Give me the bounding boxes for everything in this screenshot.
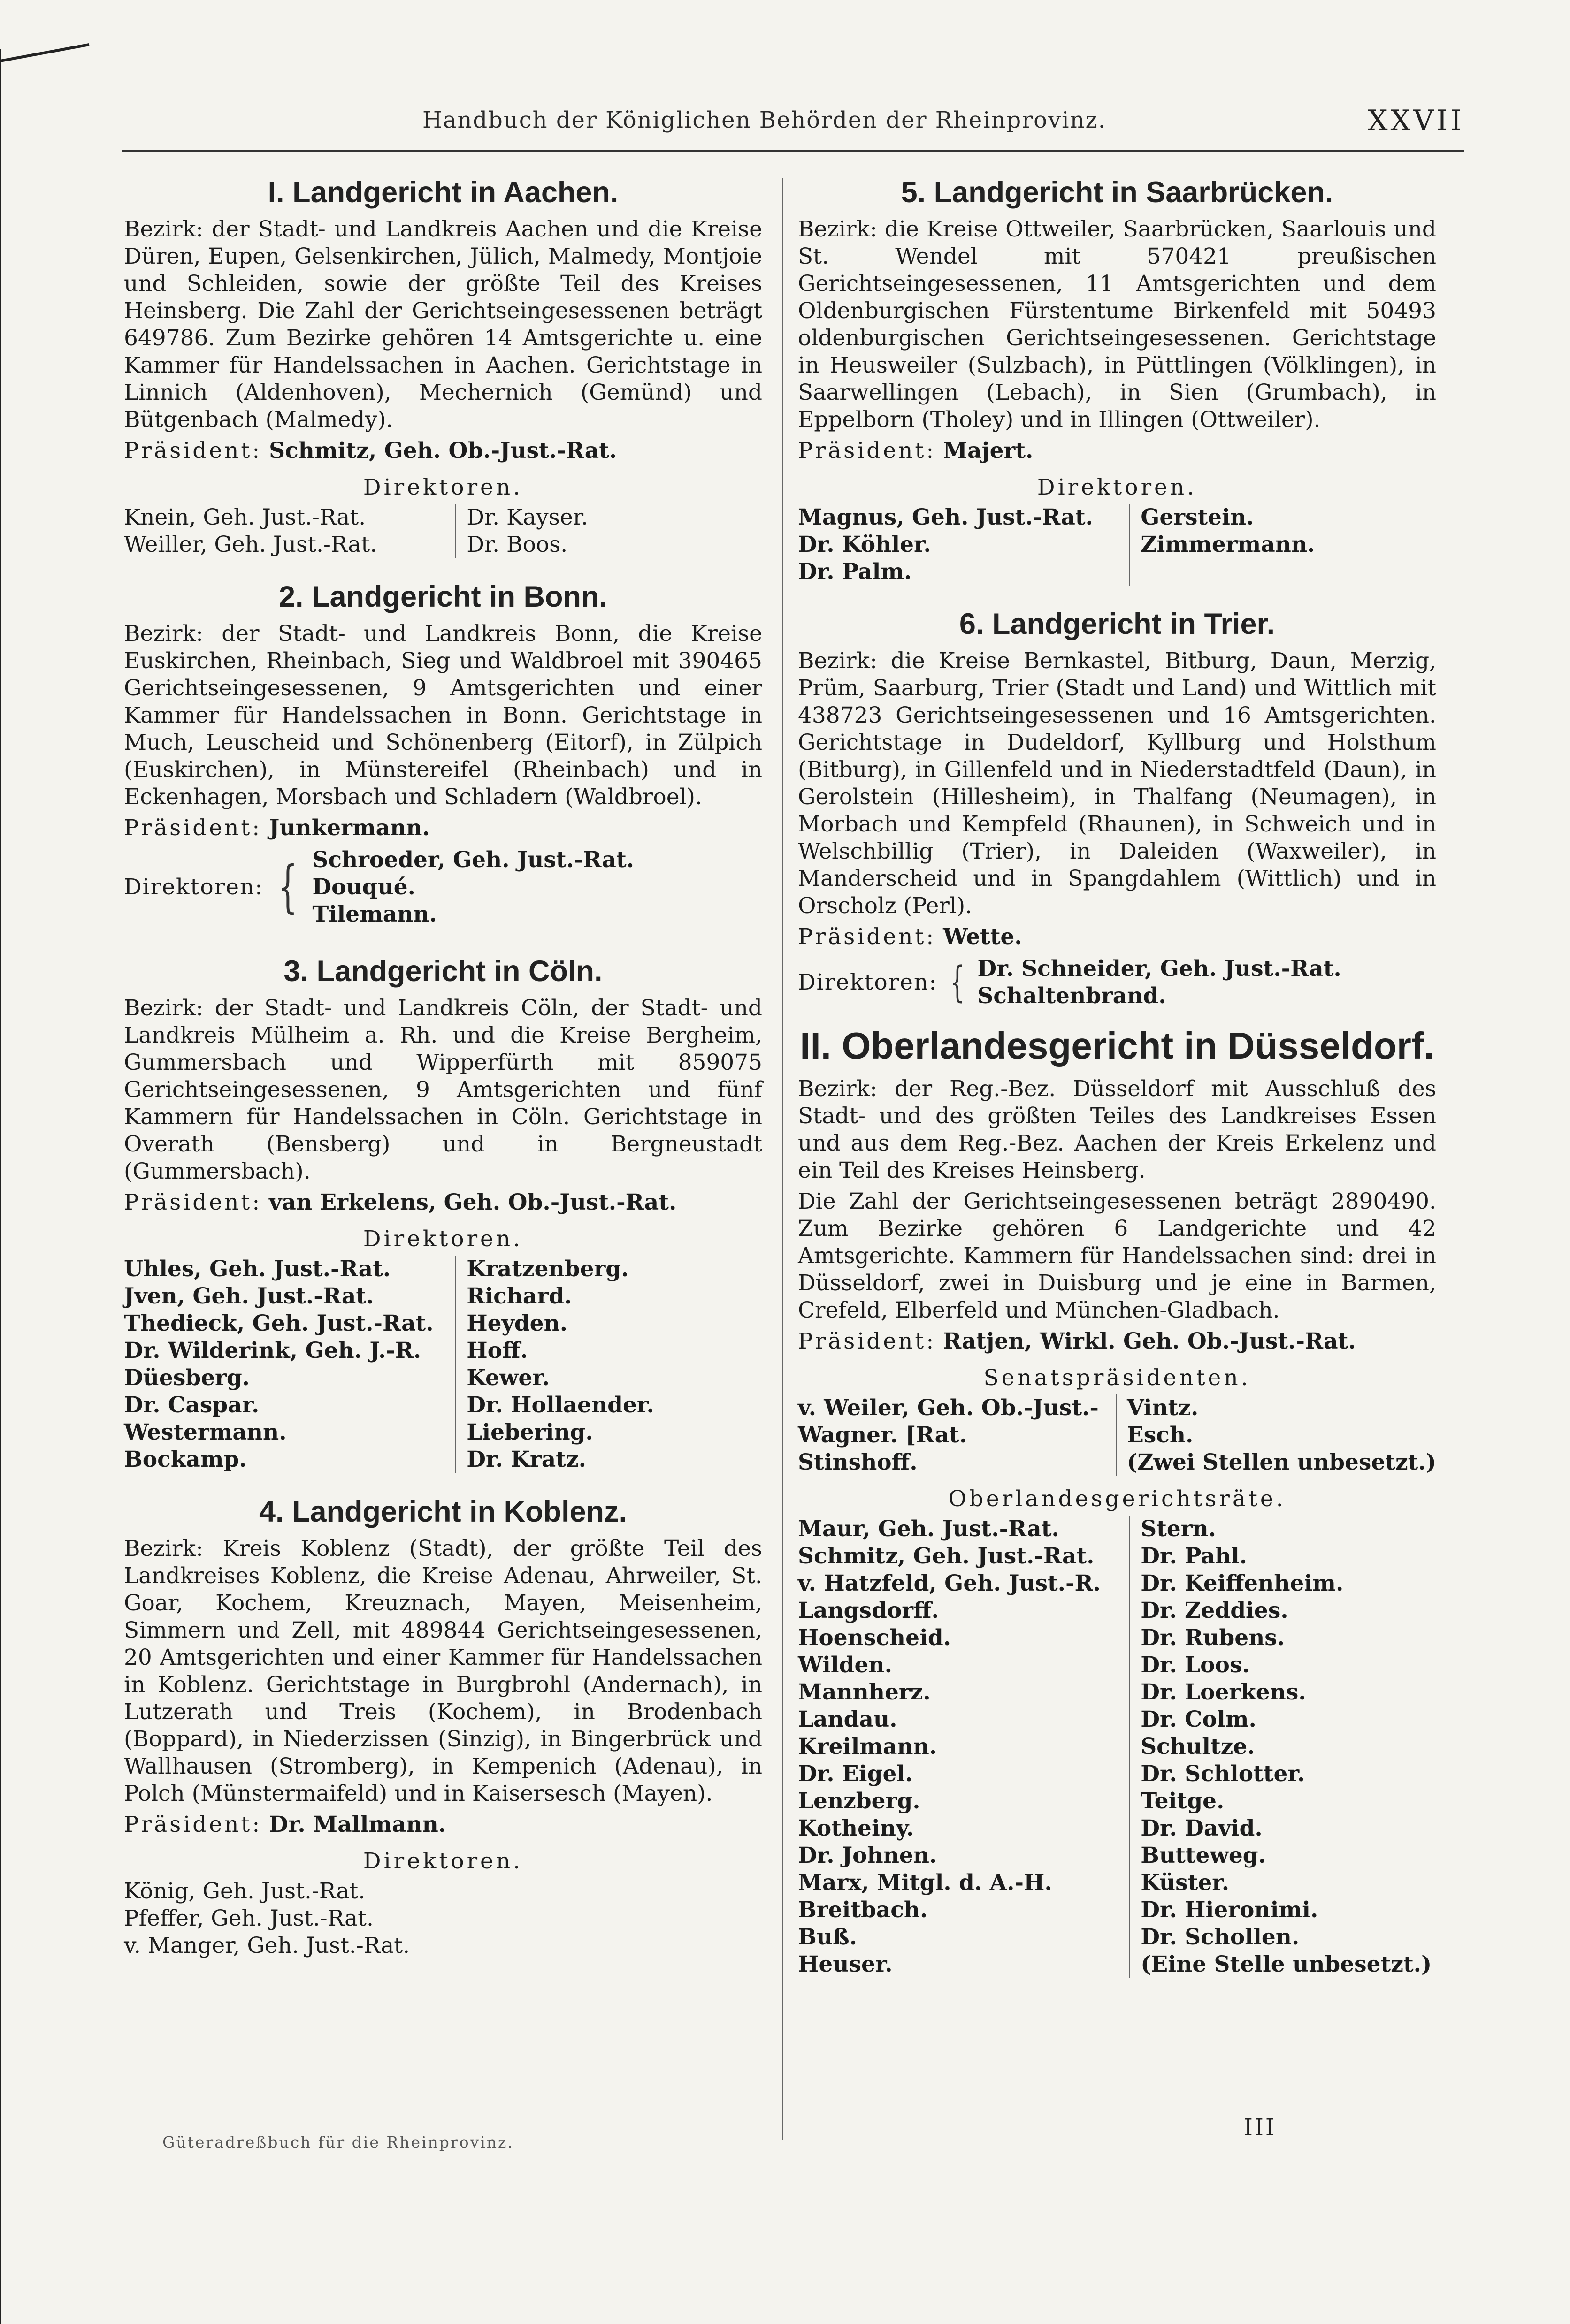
direktoren-heading: Direktoren. (363, 1848, 523, 1874)
section-saarbruecken (798, 174, 1436, 586)
direktoren-heading: Direktoren. (363, 474, 523, 500)
section-body: Bezirk: Kreis Koblenz (Stadt), der größte Teil des Landkreises Koblenz, die Kreise Adenau, Ahrweiler, St. Goar, Kochem, Kreuznach, Mayen, Meisenheim, Simmern und Zell, mit 489844 Gerichtseingesessenen, 20 Amtsgerichten und einer Kammer für Handelssachen in Koblenz. Gerichtstage in Burgbrohl (Andernach), in Lutzerath und Treis (Kochem), in Brodenbach (Boppard), in Niederzissen (Sinzig), in Bingerbrück und Wallhausen (Stromberg), in Kempenich (Adenau), in Polch (Münstermaifeld) und in Kaisersesch (Mayen). (124, 1536, 762, 1806)
table-row: Westermann. Liebering. (124, 1419, 762, 1446)
direktoren-heading: Direktoren. (1037, 474, 1197, 500)
section-olg (798, 1024, 1436, 1978)
table-row: Dr. Johnen. Butteweg. (798, 1842, 1436, 1869)
list-item: Schaltenbrand. (977, 983, 1166, 1009)
section-body: Bezirk: der Reg.-Bez. Düsseldorf mit Ausschluß des Stadt- und des größten Teiles des Landkreises Essen und aus dem Reg.-Bez. Aachen der Kreis Erkelenz und ein Teil des Kreises Heinsberg. (798, 1076, 1436, 1183)
direktoren-list: Direktoren: { Dr. Schneider, Geh. Just.-Rat. Schaltenbrand. (798, 956, 1341, 1009)
section-heading: 4. Landgericht in Koblenz. (259, 1495, 628, 1528)
footnote: Güteradreßbuch für die Rheinprovinz. (162, 2133, 514, 2151)
section-body: Bezirk: der Stadt- und Landkreis Bonn, die Kreise Euskirchen, Rheinbach, Sieg und Waldbroel mit 390465 Gerichtseingesessenen, 9 Amtsgerichten und einer Kammer für Handelssachen in Bonn. Gerichtstage in Much, Leuscheid und Schönenberg (Eitorf), in Zülpich (Euskirchen), in Münstereifel (Rheinbach) und in Eckenhagen, Morsbach und Schladern (Waldbroel). (124, 621, 762, 810)
table-row: Langsdorff. Dr. Zeddies. (798, 1597, 1436, 1624)
table-row: Heuser. (Eine Stelle unbesetzt.) (798, 1951, 1436, 1978)
section-heading: 6. Landgericht in Trier. (959, 608, 1275, 640)
praesident-line: Präsident: Majert. (798, 438, 1034, 464)
table-row: Stinshoff. (Zwei Stellen unbesetzt.) (798, 1449, 1436, 1475)
table-row: Kotheiny. Dr. David. (798, 1815, 1436, 1842)
section-bonn (124, 578, 762, 928)
table-row: Dr. Palm. (798, 558, 1436, 586)
senat-table (798, 1394, 1436, 1476)
table-row: Magnus, Geh. Just.-Rat. Gerstein. (798, 504, 1436, 531)
table-row: v. Hatzfeld, Geh. Just.-R. Dr. Keiffenheim. (798, 1570, 1436, 1597)
praesident-line: Präsident: Dr. Mallmann. (124, 1812, 446, 1837)
list-item: Dr. Schneider, Geh. Just.-Rat. (977, 956, 1341, 982)
table-row: Schmitz, Geh. Just.-Rat. Dr. Pahl. (798, 1543, 1436, 1570)
table-row: Landau. Dr. Colm. (798, 1706, 1436, 1733)
praesident-line: Präsident: Junkermann. (124, 815, 430, 841)
signature-mark: III (1244, 2114, 1276, 2141)
table-row: Wilden. Dr. Loos. (798, 1652, 1436, 1679)
section-heading: II. Oberlandesgericht in Düsseldorf. (800, 1025, 1434, 1067)
section-coeln (124, 952, 762, 1473)
table-row: Lenzberg. Teitge. (798, 1788, 1436, 1815)
table-row: Kreilmann. Schultze. (798, 1733, 1436, 1760)
table-row: Buß. Dr. Schollen. (798, 1924, 1436, 1951)
table-row: v. Weiler, Geh. Ob.-Just.- Vintz. (798, 1394, 1436, 1422)
table-row: Dr. Köhler. Zimmermann. (798, 531, 1436, 558)
section-koblenz (124, 1493, 762, 1959)
list-item: Pfeffer, Geh. Just.-Rat. (124, 1905, 374, 1931)
direktoren-list: Direktoren: { Schroeder, Geh. Just.-Rat. Douqué. Tilemann. (124, 847, 635, 927)
section-trier (798, 605, 1436, 1010)
section-body: Bezirk: die Kreise Ottweiler, Saarbrücken, Saarlouis und St. Wendel mit 570421 preußischen Gerichtseingesessenen, 11 Amtsgerichten und dem Oldenburgischen Fürstentume Birkenfeld mit 50493 oldenburgischen Gerichtseingesessenen. Gerichtstage in Heusweiler (Sulzbach), in Püttlingen (Völklingen), in Saarwellingen (Lebach), in Sien (Grumbach), in Eppelborn (Tholey) und in Illingen (Ottweiler). (798, 216, 1436, 433)
table-row: Hoenscheid. Dr. Rubens. (798, 1624, 1436, 1652)
table-row: Dr. Eigel. Dr. Schlotter. (798, 1760, 1436, 1788)
table-row: Breitbach. Dr. Hieronimi. (798, 1897, 1436, 1924)
header-rule (122, 150, 1464, 152)
direktoren-table (798, 504, 1436, 586)
direktoren-list (124, 1878, 762, 1959)
direktoren-table (124, 1256, 762, 1473)
table-row: Mannherz. Dr. Loerkens. (798, 1679, 1436, 1706)
section-heading: 2. Landgericht in Bonn. (278, 580, 607, 613)
table-row: Uhles, Geh. Just.-Rat. Kratzenberg. (124, 1256, 762, 1283)
table-row: Knein, Geh. Just.-Rat. Dr. Kayser. (124, 504, 762, 531)
table-row: Jven, Geh. Just.-Rat. Richard. (124, 1283, 762, 1310)
left-column (124, 174, 762, 1959)
table-row: Wagner. [Rat. Esch. (798, 1422, 1436, 1449)
table-row: Marx, Mitgl. d. A.-H. Küster. (798, 1869, 1436, 1897)
table-row: Düesberg. Kewer. (124, 1364, 762, 1392)
praesident-line: Präsident: Ratjen, Wirkl. Geh. Ob.-Just.-Rat. (798, 1328, 1356, 1354)
list-item: König, Geh. Just.-Rat. (124, 1878, 366, 1904)
table-row: Maur, Geh. Just.-Rat. Stern. (798, 1516, 1436, 1543)
direktoren-table (124, 504, 762, 558)
table-row: Dr. Caspar. Dr. Hollaender. (124, 1392, 762, 1419)
section-body: Bezirk: der Stadt- und Landkreis Aachen und die Kreise Düren, Eupen, Gelsenkirchen, Jülich, Malmedy, Montjoie und Schleiden, sowie der größte Teil des Kreises Heinsberg. Die Zahl der Gerichtseingesessenen beträgt 649786. Zum Bezirke gehören 14 Amtsgerichte u. eine Kammer für Handelssachen in Aachen. Gerichtstage in Linnich (Aldenhoven), Mechernich (Gemünd) und Bütgenbach (Malmedy). (124, 216, 762, 433)
table-row: Bockamp. Dr. Kratz. (124, 1446, 762, 1473)
direktoren-heading: Direktoren. (363, 1226, 523, 1252)
senat-heading: Senatspräsidenten. (983, 1365, 1251, 1391)
table-row: Thedieck, Geh. Just.-Rat. Heyden. (124, 1310, 762, 1337)
list-item: Tilemann. (312, 901, 437, 927)
section-heading: I. Landgericht in Aachen. (268, 176, 619, 209)
column-divider (782, 178, 783, 2140)
olgr-heading: Oberlandesgerichtsräte. (948, 1486, 1286, 1512)
section-body: Bezirk: die Kreise Bernkastel, Bitburg, Daun, Merzig, Prüm, Saarburg, Trier (Stadt und Land) und Wittlich mit 438723 Gerichtseingesessenen und 16 Amtsgerichten. Gerichtstage in Dudeldorf, Kyllburg und Holsthum (Bitburg), in Gillenfeld und in Niederstadtfeld (Daun), in Gerolstein (Hillesheim), in Thalfang (Neumagen), in Morbach und Kempfeld (Rhaunen), in Schweich und in Welschbillig (Trier), in Daleiden (Waxweiler), in Manderscheid und in Spangdahlem (Wittlich) und in Orscholz (Perl). (798, 648, 1436, 919)
section-aachen (124, 174, 762, 558)
list-item: Schroeder, Geh. Just.-Rat. (312, 847, 635, 873)
praesident-line: Präsident: Wette. (798, 924, 1022, 950)
running-header (122, 104, 1464, 140)
praesident-line: Präsident: Schmitz, Geh. Ob.-Just.-Rat. (124, 438, 617, 464)
olgr-table (798, 1516, 1436, 1978)
table-row: Weiller, Geh. Just.-Rat. Dr. Boos. (124, 531, 762, 558)
table-row: Dr. Wilderink, Geh. J.-R. Hoff. (124, 1337, 762, 1364)
section-heading: 3. Landgericht in Cöln. (283, 955, 603, 988)
section-body: Bezirk: der Stadt- und Landkreis Cöln, der Stadt- und Landkreis Mülheim a. Rh. und die Kreise Bergheim, Gummersbach und Wipperfürth mit 859075 Gerichtseingesessenen, 9 Amtsgerichten und fünf Kammern für Handelssachen in Cöln. Gerichtstage in Overath (Bensberg) und in Bergneustadt (Gummersbach). (124, 995, 762, 1184)
page-number: XXVII (1367, 104, 1464, 137)
list-item: Douqué. (312, 874, 415, 900)
praesident-line: Präsident: van Erkelens, Geh. Ob.-Just.-Rat. (124, 1189, 677, 1215)
list-item: v. Manger, Geh. Just.-Rat. (124, 1933, 410, 1958)
right-column (798, 174, 1436, 1978)
section-body: Die Zahl der Gerichtseingesessenen beträgt 2890490. Zum Bezirke gehören 6 Landgerichte und 42 Amtsgerichte. Kammern für Handelssachen sind: drei in Düsseldorf, zwei in Duisburg und je eine in Barmen, Crefeld, Elberfeld und München-Gladbach. (798, 1189, 1436, 1323)
section-heading: 5. Landgericht in Saarbrücken. (901, 176, 1333, 209)
header-title: Handbuch der Königlichen Behörden der Rheinprovinz. (422, 107, 1106, 133)
